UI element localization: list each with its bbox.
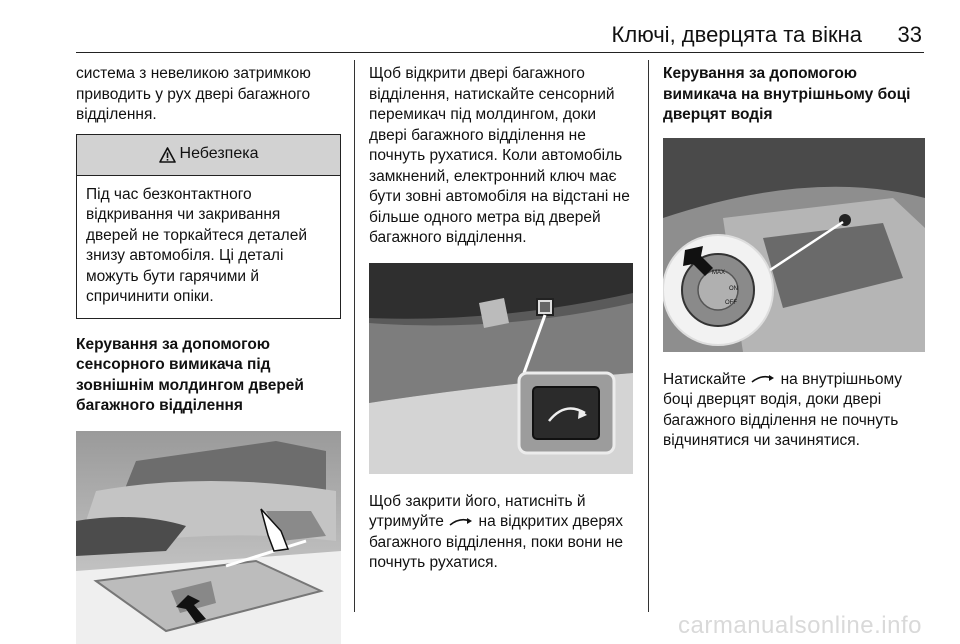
column-divider-right [648, 60, 649, 612]
driver-text-before: Натискайте [663, 370, 746, 388]
column-2 [369, 64, 633, 574]
tailgate-button-icon [448, 517, 474, 527]
watermark: carmanualsonline.info [678, 612, 922, 639]
tailgate-interior-switch-illustration [369, 263, 633, 474]
intro-paragraph: система з невеликою затримкою приводить у рух двері багажного відділення. [76, 65, 311, 123]
tailgate-button-icon [750, 374, 776, 384]
column-divider-left [354, 60, 355, 612]
header-title: Ключі, дверцята та вікна [611, 22, 862, 47]
section-heading-driver-door-switch: Керування за допомогою вимикача на внутрішньому боці дверцят водія [663, 65, 911, 123]
warning-title: Небезпека [179, 145, 259, 163]
driver-text-after: на внутрішньому боці дверцят водія, доки двері багажного відділення не почнуть відчинятися чи зачинятися. [663, 370, 903, 449]
page-number: 33 [897, 22, 922, 47]
dial-label-off: OFF [725, 299, 737, 306]
dial-label-max: MAX [712, 269, 726, 276]
close-text-before: Щоб закрити його, натисніть й утримуйте [369, 492, 586, 530]
close-text-after: на відкритих дверях багажного відділення, поки вони не почнуть рухатися. [369, 513, 624, 571]
warning-triangle-icon [159, 147, 176, 163]
header-rule [76, 52, 924, 53]
column-3 [663, 64, 925, 452]
warning-text: Під час безконтактного відкривання чи закривання дверей не торкайтеся деталей знизу автомобіля. Ці деталі можуть бути гарячими й спричинити опіки. [86, 185, 307, 305]
close-instructions-paragraph [369, 492, 633, 574]
warning-box [76, 134, 341, 319]
dial-label-on: ON [729, 285, 738, 292]
open-instructions-paragraph: Щоб відкрити двері багажного відділення, натискайте сенсорний перемикач під молдингом, доки двері багажного відділення не почнуть рухатися. Коли автомобіль замкнений, електронний ключ має бути зовні автомобіля на відстані не більше одного метра від дверей багажного відділення. [369, 65, 630, 246]
warning-header [77, 135, 340, 176]
section-heading-external-switch: Керування за допомогою сенсорного вимикача під зовнішнім молдингом дверей багажного відділення [76, 335, 304, 414]
driver-door-switch-illustration [663, 138, 925, 352]
column-1 [76, 64, 341, 644]
tailgate-exterior-illustration [76, 431, 341, 644]
driver-switch-paragraph [663, 370, 925, 452]
